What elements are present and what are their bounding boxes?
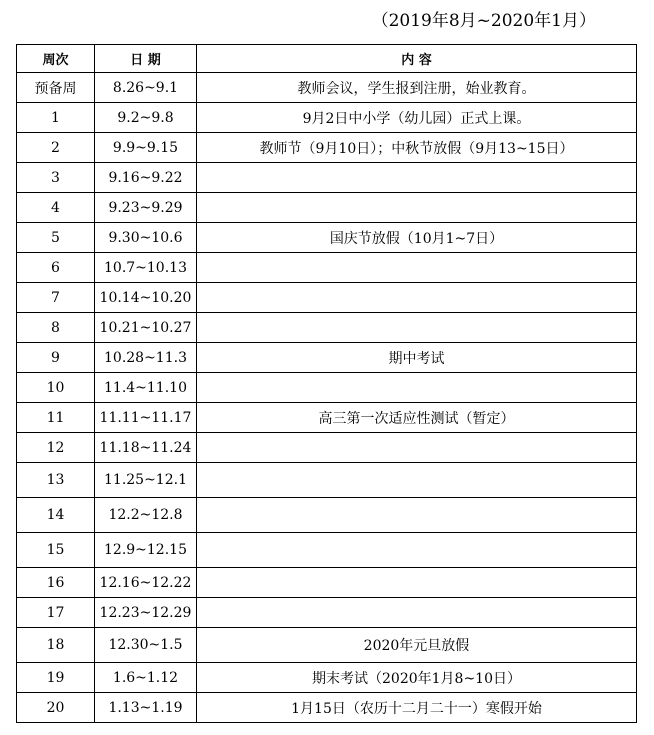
table-row: [17, 568, 637, 598]
week-cell: 16: [17, 568, 95, 598]
week-cell: 6: [17, 253, 95, 283]
header-week: 周次: [17, 45, 95, 73]
content-cell: [197, 253, 637, 283]
table-row: [17, 133, 637, 163]
table-row: [17, 693, 637, 723]
content-cell: [197, 498, 637, 533]
content-cell: 1月15日（农历十二月二十一）寒假开始: [197, 693, 637, 723]
week-cell: 19: [17, 663, 95, 693]
table-row: [17, 223, 637, 253]
table-header-row: [17, 45, 637, 73]
week-cell: 15: [17, 533, 95, 568]
week-cell: 17: [17, 598, 95, 628]
date-cell: 11.4~11.10: [95, 373, 197, 403]
content-cell: [197, 283, 637, 313]
week-cell: 1: [17, 103, 95, 133]
table-row: [17, 598, 637, 628]
table-row: [17, 103, 637, 133]
table-row: [17, 663, 637, 693]
table-row: [17, 628, 637, 663]
week-cell: 2: [17, 133, 95, 163]
date-cell: 9.16~9.22: [95, 163, 197, 193]
content-cell: [197, 533, 637, 568]
calendar-period: （2019年8月~2020年1月）: [371, 11, 596, 31]
table-row: [17, 533, 637, 568]
week-cell: 5: [17, 223, 95, 253]
week-cell: 13: [17, 463, 95, 498]
week-cell: 14: [17, 498, 95, 533]
week-cell: 7: [17, 283, 95, 313]
table-row: [17, 373, 637, 403]
school-calendar-table: [16, 44, 637, 723]
date-cell: 9.2~9.8: [95, 103, 197, 133]
date-cell: 12.23~12.29: [95, 598, 197, 628]
week-cell: 18: [17, 628, 95, 663]
week-cell: 12: [17, 433, 95, 463]
content-cell: [197, 313, 637, 343]
date-cell: 12.30~1.5: [95, 628, 197, 663]
table-row: [17, 73, 637, 103]
content-cell: [197, 163, 637, 193]
date-cell: 11.25~12.1: [95, 463, 197, 498]
content-cell: 教师会议，学生报到注册，始业教育。: [197, 73, 637, 103]
date-cell: 10.14~10.20: [95, 283, 197, 313]
week-cell: 10: [17, 373, 95, 403]
table-row: [17, 163, 637, 193]
date-cell: 12.9~12.15: [95, 533, 197, 568]
date-cell: 8.26~9.1: [95, 73, 197, 103]
content-cell: 2020年元旦放假: [197, 628, 637, 663]
week-cell: 3: [17, 163, 95, 193]
week-cell: 8: [17, 313, 95, 343]
content-cell: [197, 433, 637, 463]
date-cell: 11.18~11.24: [95, 433, 197, 463]
table-row: [17, 463, 637, 498]
table-row: [17, 253, 637, 283]
table-row: [17, 433, 637, 463]
content-cell: 教师节（9月10日）；中秋节放假（9月13~15日）: [197, 133, 637, 163]
content-cell: [197, 193, 637, 223]
table-row: [17, 498, 637, 533]
content-cell: [197, 463, 637, 498]
content-cell: 期末考试（2020年1月8~10日）: [197, 663, 637, 693]
date-cell: 1.6~1.12: [95, 663, 197, 693]
table-row: [17, 313, 637, 343]
content-cell: 期中考试: [197, 343, 637, 373]
date-cell: 10.21~10.27: [95, 313, 197, 343]
table-row: [17, 283, 637, 313]
date-cell: 10.7~10.13: [95, 253, 197, 283]
week-cell: 11: [17, 403, 95, 433]
table-row: [17, 403, 637, 433]
header-date: 日 期: [95, 45, 197, 73]
week-cell: 9: [17, 343, 95, 373]
content-cell: 国庆节放假（10月1~7日）: [197, 223, 637, 253]
content-cell: 9月2日中小学（幼儿园）正式上课。: [197, 103, 637, 133]
date-cell: 9.30~10.6: [95, 223, 197, 253]
header-content: 内 容: [197, 45, 637, 73]
week-cell: 20: [17, 693, 95, 723]
table-row: [17, 343, 637, 373]
table-row: [17, 193, 637, 223]
date-cell: 9.23~9.29: [95, 193, 197, 223]
date-cell: 9.9~9.15: [95, 133, 197, 163]
content-cell: [197, 373, 637, 403]
date-cell: 10.28~11.3: [95, 343, 197, 373]
date-cell: 12.16~12.22: [95, 568, 197, 598]
content-cell: [197, 568, 637, 598]
date-cell: 11.11~11.17: [95, 403, 197, 433]
content-cell: 高三第一次适应性测试（暂定）: [197, 403, 637, 433]
week-cell: 预备周: [17, 73, 95, 103]
week-cell: 4: [17, 193, 95, 223]
content-cell: [197, 598, 637, 628]
date-cell: 1.13~1.19: [95, 693, 197, 723]
date-cell: 12.2~12.8: [95, 498, 197, 533]
